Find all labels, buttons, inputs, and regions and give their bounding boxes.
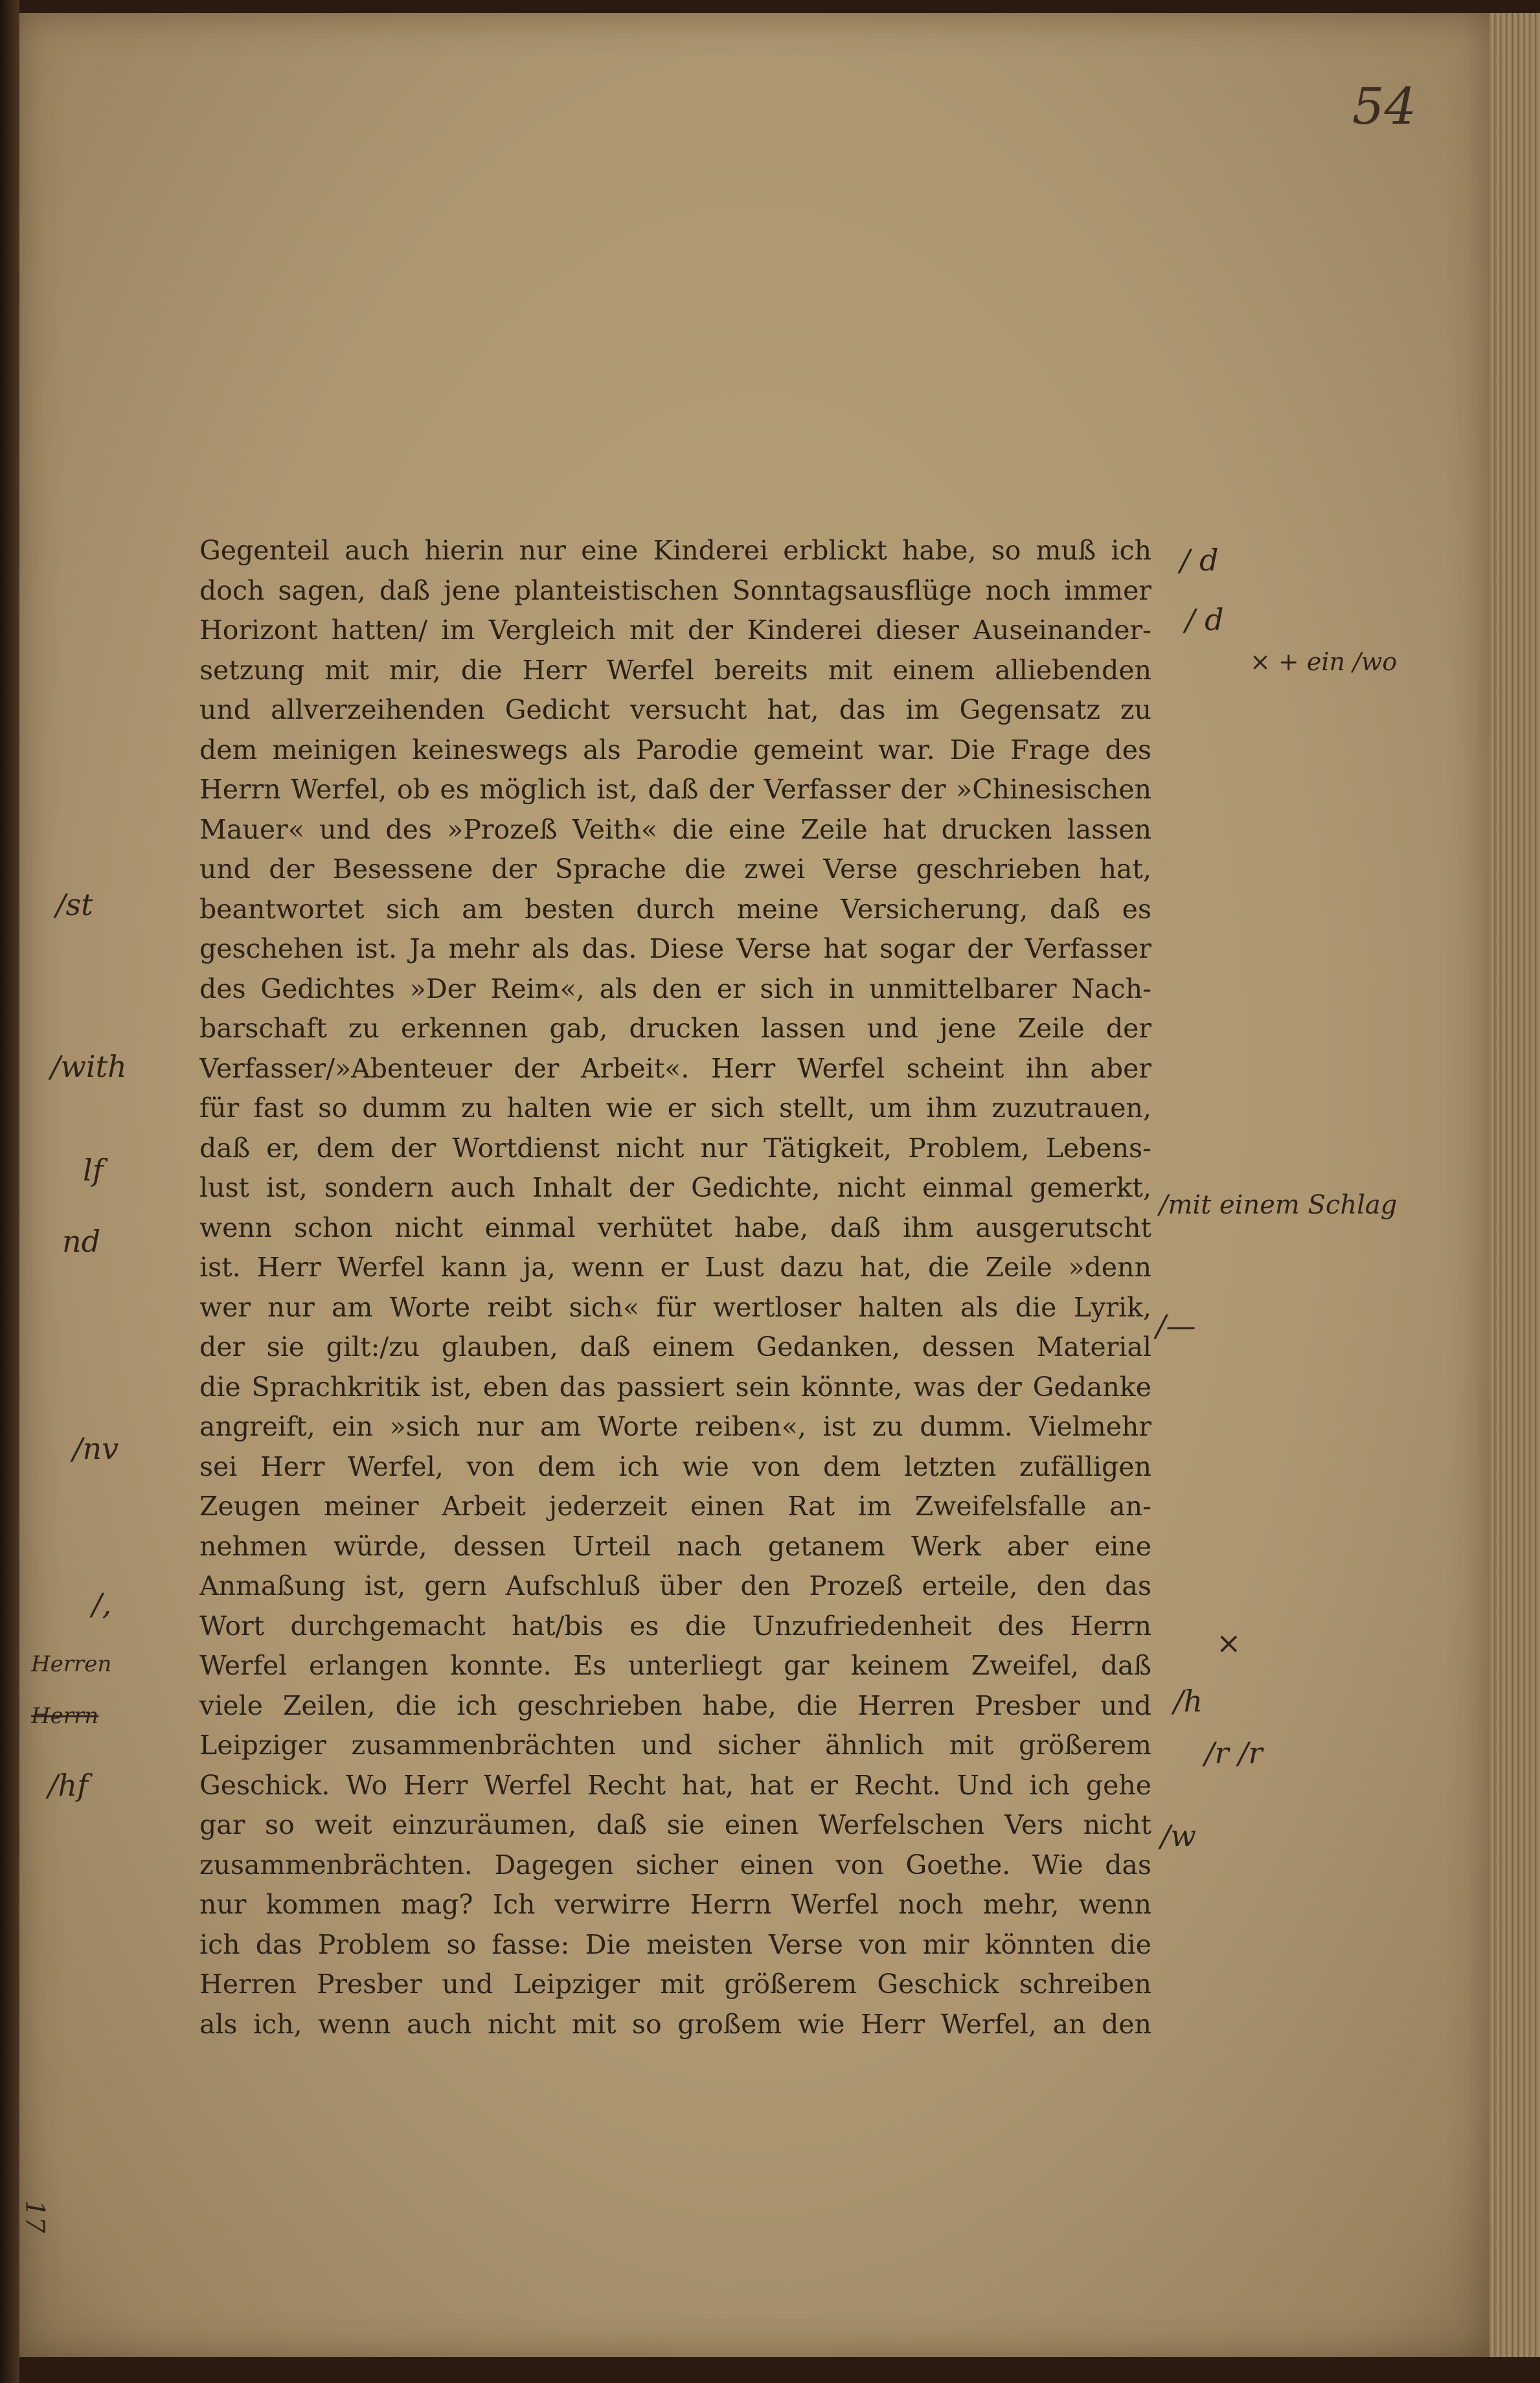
text-line: doch sagen, daß jene planteistischen Sonntagsausflüge noch immer: [199, 574, 1151, 606]
margin-note-right: /r /r: [1205, 1735, 1263, 1770]
margin-note-right: × + ein /wo: [1250, 648, 1398, 676]
text-line: beantwortet sich am besten durch meine Versicherung, daß es: [199, 893, 1151, 925]
text-line: barschaft zu erkennen gab, drucken lassen und jene Zeile der: [199, 1013, 1151, 1044]
text-line: angreift, ein »sich nur am Worte reiben«, ist zu dumm. Vielmehr: [199, 1411, 1151, 1442]
margin-note-right: /mit einem Schlag: [1159, 1190, 1398, 1220]
margin-note-right: /—: [1156, 1308, 1196, 1343]
text-line: Mauer« und des »Prozeß Veith« die eine Zeile hat drucken lassen: [199, 813, 1151, 845]
text-line: ich das Problem so fasse: Die meisten Verse von mir könnten die: [199, 1928, 1151, 1960]
text-line: Leipziger zusammenbrächten und sicher ähnlich mit größerem: [199, 1730, 1151, 1761]
margin-note-right: / d: [1185, 602, 1224, 637]
text-line: Werfel erlangen konnte. Es unterliegt gar keinem Zweifel, daß: [199, 1650, 1151, 1681]
text-line: dem meinigen keineswegs als Parodie gemeint war. Die Frage des: [199, 734, 1151, 765]
page-stack-edge: [1489, 13, 1540, 2357]
text-line: Geschick. Wo Herr Werfel Recht hat, hat er Recht. Und ich gehe: [199, 1769, 1151, 1801]
margin-note-left: nd: [62, 1224, 101, 1259]
text-line: und allverzeihenden Gedicht versucht hat, das im Gegensatz zu: [199, 694, 1151, 725]
text-line: nehmen würde, dessen Urteil nach getanem Werk aber eine: [199, 1530, 1151, 1562]
text-line: nur kommen mag? Ich verwirre Herrn Werfel noch mehr, wenn: [199, 1889, 1151, 1920]
margin-note-left: lf: [83, 1153, 104, 1188]
text-line: die Sprachkritik ist, eben das passiert sein könnte, was der Gedanke: [199, 1371, 1151, 1403]
text-line: für fast so dumm zu halten wie er sich stellt, um ihm zuzutrauen,: [199, 1092, 1151, 1124]
text-line: setzung mit mir, die Herr Werfel bereits mit einem alliebenden: [199, 654, 1151, 686]
text-line: Gegenteil auch hierin nur eine Kinderei erblickt habe, so muß ich: [199, 535, 1151, 566]
text-line: Herren Presber und Leipziger mit größerem Geschick schreiben: [199, 1969, 1151, 2000]
margin-note-right: ×: [1216, 1625, 1241, 1660]
page-number-handwritten: 54: [1352, 78, 1417, 136]
margin-note-left: /,: [92, 1587, 112, 1621]
text-line: als ich, wenn auch nicht mit so großem wie Herr Werfel, an den: [199, 2008, 1151, 2040]
text-line: lust ist, sondern auch Inhalt der Gedichte, nicht einmal gemerkt,: [199, 1172, 1151, 1203]
text-line: Zeugen meiner Arbeit jederzeit einen Rat im Zweifelsfalle an-: [199, 1491, 1151, 1522]
text-line: wenn schon nicht einmal verhütet habe, daß ihm ausgerutscht: [199, 1212, 1151, 1243]
margin-note-left: Herrn: [31, 1703, 99, 1729]
text-line: geschehen ist. Ja mehr als das. Diese Verse hat sogar der Verfasser: [199, 933, 1151, 964]
margin-note-right: / d: [1180, 543, 1219, 578]
text-line: Horizont hatten/ im Vergleich mit der Kinderei dieser Auseinander-: [199, 615, 1151, 646]
text-line: Wort durchgemacht hat/bis es die Unzufriedenheit des Herrn: [199, 1610, 1151, 1642]
text-line: Herrn Werfel, ob es möglich ist, daß der Verfasser der »Chinesischen: [199, 774, 1151, 805]
text-line: daß er, dem der Wortdienst nicht nur Tätigkeit, Problem, Lebens-: [199, 1132, 1151, 1164]
text-line: Verfasser/»Abenteuer der Arbeit«. Herr Werfel scheint ihn aber: [199, 1052, 1151, 1084]
margin-note-left: /nv: [73, 1431, 119, 1466]
margin-note-left: /st: [56, 887, 93, 922]
text-line: und der Besessene der Sprache die zwei Verse geschrieben hat,: [199, 853, 1151, 885]
text-line: der sie gilt:/zu glauben, daß einem Gedanken, dessen Material: [199, 1331, 1151, 1362]
text-line: ist. Herr Werfel kann ja, wenn er Lust dazu hat, die Zeile »denn: [199, 1252, 1151, 1283]
text-line: Anmaßung ist, gern Aufschluß über den Prozeß erteile, den das: [199, 1570, 1151, 1601]
margin-note-right: /h: [1173, 1684, 1203, 1719]
text-line: zusammenbrächten. Dagegen sicher einen von Goethe. Wie das: [199, 1849, 1151, 1880]
printed-text-block: [199, 531, 1151, 2044]
margin-note-left: /with: [51, 1049, 127, 1084]
text-line: viele Zeilen, die ich geschrieben habe, die Herren Presber und: [199, 1689, 1151, 1721]
book-binding: [0, 0, 19, 2383]
margin-note-left: Herren: [31, 1651, 112, 1677]
text-line: sei Herr Werfel, von dem ich wie von dem letzten zufälligen: [199, 1451, 1151, 1482]
text-line: wer nur am Worte reibt sich« für wertloser halten als die Lyrik,: [199, 1291, 1151, 1323]
text-line: gar so weit einzuräumen, daß sie einen Werfelschen Vers nicht: [199, 1809, 1151, 1840]
margin-note-left: /hf: [48, 1768, 89, 1803]
margin-note-right: /w: [1161, 1818, 1196, 1853]
spine-mark: 17: [19, 2200, 50, 2233]
text-line: des Gedichtes »Der Reim«, als den er sich in unmittelbarer Nach-: [199, 973, 1151, 1004]
